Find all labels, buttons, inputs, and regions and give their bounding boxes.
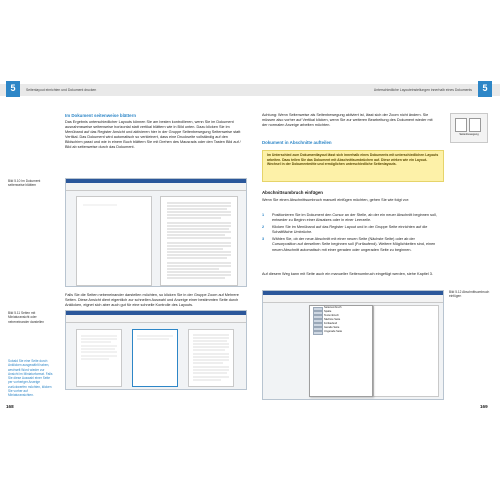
left-section-title: Im Dokument seitenweise blättern (65, 113, 137, 118)
step-1-number: 1 (262, 213, 265, 217)
odd-page-icon (313, 331, 323, 336)
step-3-text: Wählen Sie, ob der neue Abschnitt mit einer neuen Seite (Nächste Seite) oder ab der Cursorposition auf derselben Seite beginnen soll (Fortlaufend). Weitere Möglichkeiten sind, einen neuen Abschnitt automatisch mit einer geraden oder ungeraden Seite zu beginnen. (272, 237, 436, 252)
menu-item-ungerade-seite[interactable]: Ungerade Seite (310, 330, 372, 334)
thumb-page-2-lines (133, 330, 177, 386)
page-number-right: 169 (480, 404, 488, 409)
chapter-number-left: 5 (6, 81, 20, 97)
doc-page-right (160, 196, 238, 286)
note-box (262, 150, 444, 182)
menu-item-spalte[interactable]: Spalte (310, 310, 372, 314)
doc-page-left (76, 196, 152, 286)
right-section2-title: Abschnittsumbruch einfügen (262, 190, 323, 195)
badge-icon-2 (469, 118, 481, 132)
menu-item-seitenumbruch[interactable]: Seitenumbruch (310, 306, 372, 310)
header-title-right: Unterschiedliche Layouteinstellungen innerhalb eines Dokuments (373, 88, 472, 92)
page-number-left: 168 (6, 404, 14, 409)
step-2 (262, 225, 438, 235)
steps-list (262, 213, 438, 253)
screenshot-mehrere-seiten (65, 310, 247, 390)
left-para2: Falls Sie die Seiten nebeneinander darstellen möchten, so klicken Sie in der Gruppe Zoom auf Mehrere Seiten. Diese Ansicht dient eigentlich zur schnellen Auswahl und Anzeige einer bestimmten Seite durch Anklicken, eignet sich aber auch gut für eine schnelle Kontrolle des Layouts. (65, 293, 239, 308)
chapter-number-right: 5 (478, 81, 492, 97)
screenshot-umbrueche (262, 290, 444, 400)
right-intro: Achtung: Wenn Seitenweise als Seitenbewegung aktiviert ist, lässt sich der Zoom nicht ändern. Sie müssen also vorher auf Vertikal klicken, wenn Sie zur weiteren Bearbeitung des Dokument wieder mit der normalen Anzeige arbeiten möchten. (262, 113, 433, 128)
right-para2: Auf diesem Weg kann mit Seite auch ein manueller Seitenumbruch eingefügt werden, siehe Kapitel 3. (262, 272, 433, 276)
screenshot-seitenweise (65, 178, 247, 287)
thumb-page-1 (76, 329, 122, 387)
right-caption: Bild 5.12 Abschnittsumbruch einfügen (449, 290, 490, 299)
thumb-page-2 (132, 329, 178, 387)
ribbon-3 (263, 295, 443, 303)
note-text: Im Unterschied zum Dokumentlayout lässt sich innerhalb eines Dokuments mit unterschiedlichen Layouts arbeiten. Dazu teilen Sie das Dokument mit Abschnittsumbrüchen auf. Diese wirken wie ein Layout-Wechsel in der Dokumentmitte und ermöglichen unterschiedliche Seitenlayouts. (267, 153, 439, 167)
doc-area (373, 305, 439, 397)
step-1 (262, 213, 438, 223)
umbrueche-menu (309, 305, 373, 397)
step-1-text: Positionieren Sie im Dokument den Cursor an der Stelle, ab der ein neuer Abschnitt beginnen soll, entweder zu Beginn einer Absatzes oder in einer Leerzeile. (272, 213, 437, 223)
step-3 (262, 237, 438, 252)
thumb-page-1-lines (77, 330, 121, 386)
menu-item-naechste-seite[interactable]: Nächste Seite (310, 318, 372, 322)
menu-item-gerade-seite[interactable]: Gerade Seite (310, 326, 372, 330)
ribbon-2 (66, 315, 246, 323)
badge-icon (455, 118, 467, 132)
right-section1-title: Dokument in Abschnitte aufteilen (262, 140, 332, 145)
doc-page-left-lines (77, 197, 151, 285)
header-title-left: Seitenlayout einrichten und Dokument drucken (26, 88, 97, 92)
right-para1: Wenn Sie einen Abschnittsumbruch manuell einfügen möchten, gehen Sie wie folgt vor: (262, 198, 410, 202)
left-caption1: Bild 5.10 Im Dokument seitenweise blättern (8, 179, 41, 188)
badge-label: Seitenbewegung (459, 133, 479, 136)
step-2-text: Klicken Sie im Menüband auf das Register Layout und in der Gruppe Seite einrichten auf die Schaltfläche Umbrüche. (272, 225, 428, 235)
ribbon (66, 183, 246, 191)
doc-page-right-lines (161, 197, 237, 285)
thumb-page-3-lines (189, 330, 233, 386)
thumb-page-3 (188, 329, 234, 387)
step-3-number: 3 (262, 237, 265, 242)
step-2-number: 2 (262, 225, 265, 230)
menu-item-fortlaufend[interactable]: Fortlaufend (310, 322, 372, 326)
left-side-note: Sobald Sie eine Seite durch Anklicken ausgewählt haben, wechselt Word wieder zur Ansicht im Miniaturformat. Falls Sie diese Auswahl einer Seite per vorheriger Anzeige zurückwerfen möchten, klicken Sie vorher auf Miniaturansichten. (8, 359, 53, 398)
seitenbewegung-badge (450, 113, 488, 143)
left-caption2: Bild 5.11 Seiten mit Miniaturansicht oder nebeneinander darstellen (8, 311, 44, 324)
menu-item-textumbruch[interactable]: Textumbruch (310, 314, 372, 318)
left-para1: Das Ergebnis unterschiedlicher Layouts können Sie am besten kontrollieren, wenn Sie im Dokument ausnahmsweise seitenweise horizontal statt vertikal blättern wie in Bild unten. Dazu klicken Sie im Menüband auf das Register Ansicht und aktivieren hier in der Gruppe Seitenbewegung Seitenweise statt Vertikal. Das Dokument wird automatisch so verkleinert, dass eine Druckseite vollständig auf den Bildschirm passt und wie in einem Buch blättern Sie mit Drehen des Mausrads oder den Tasten Bild auf / Bild ab seitenweise durch das Dokument. (65, 120, 241, 150)
